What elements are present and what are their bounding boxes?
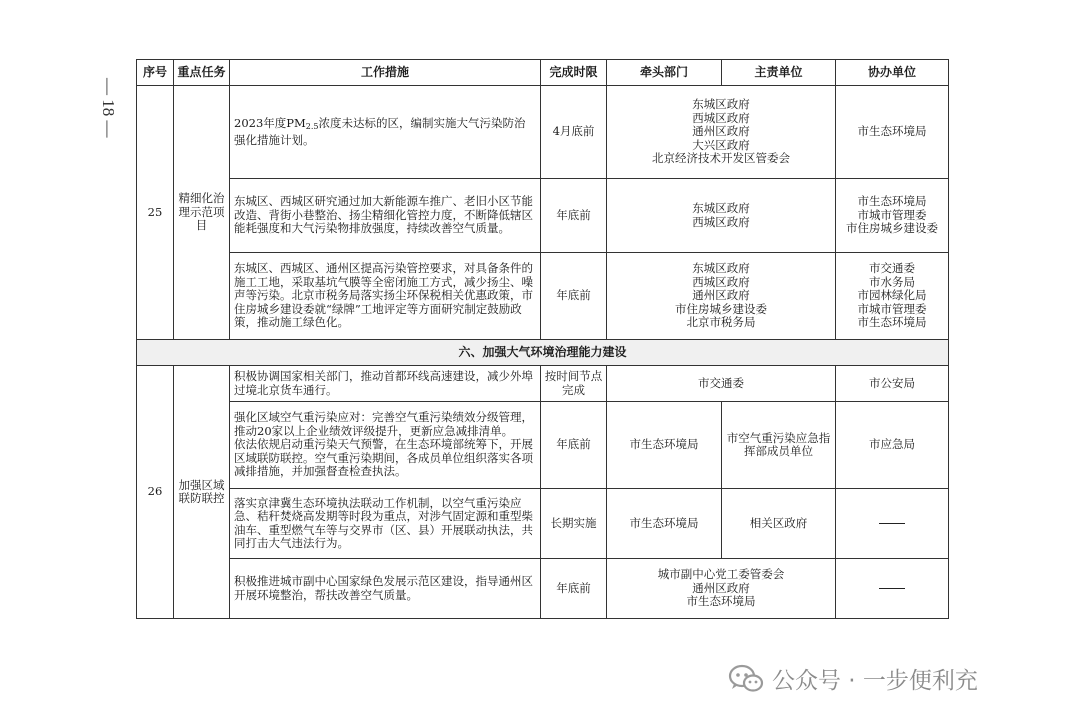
measure-cell: 积极协调国家相关部门，推动首都环线高速建设，减少外埠过境北京货车通行。 xyxy=(230,366,541,402)
lead-main-cell: 东城区政府 西城区政府 通州区政府 市住房城乡建设委 北京市税务局 xyxy=(607,253,836,340)
deadline-cell: 4月底前 xyxy=(541,86,607,179)
header-task: 重点任务 xyxy=(174,60,230,86)
lead-cell: 市生态环境局 xyxy=(607,402,722,489)
table-row xyxy=(137,489,949,559)
table-row xyxy=(137,402,949,489)
header-measure: 工作措施 xyxy=(230,60,541,86)
assist-cell: 市生态环境局 xyxy=(836,86,949,179)
header-lead: 牵头部门 xyxy=(607,60,722,86)
deadline-cell: 年底前 xyxy=(541,253,607,340)
lead-main-cell: 东城区政府 西城区政府 xyxy=(607,179,836,253)
deadline-cell: 按时间节点完成 xyxy=(541,366,607,402)
deadline-cell: 年底前 xyxy=(541,402,607,489)
header-seq: 序号 xyxy=(137,60,174,86)
measure-cell: 东城区、西城区研究通过加大新能源车推广、老旧小区节能改造、背街小巷整治、扬尘精细化管控力度，不断降低辖区能耗强度和大气污染物排放强度，持续改善空气质量。 xyxy=(230,179,541,253)
deadline-cell: 年底前 xyxy=(541,559,607,619)
measure-cell: 落实京津冀生态环境执法联动工作机制，以空气重污染应急、秸秆焚烧高发期等时段为重点，对涉气固定源和重型柴油车、重型燃气车等与交界市（区、县）开展联动执法，共同打击大气违法行为。 xyxy=(230,489,541,559)
table-header-row xyxy=(137,60,949,86)
measure-cell: 强化区域空气重污染应对：完善空气重污染绩效分级管理，推动20家以上企业绩效评级提升，更新应急减排清单。 依法依规启动重污染天气预警，在生态环境部统筹下，开展区域联防联控。空气重污染期间，各成员单位组织落实各项减排措施，并加强督查检查执法。 xyxy=(230,402,541,489)
table-row xyxy=(137,253,949,340)
lead-cell: 市生态环境局 xyxy=(607,489,722,559)
deadline-cell: 年底前 xyxy=(541,179,607,253)
section-row xyxy=(137,340,949,366)
row-seq: 25 xyxy=(137,86,174,340)
measure-cell: 2023年度$PM_{2.5}$浓度未达标的区，编制实施大气污染防治强化措施计划。 xyxy=(230,86,541,179)
lead-main-cell: 城市副中心党工委管委会 通州区政府 市生态环境局 xyxy=(607,559,836,619)
main-cell: 市空气重污染应急指挥部成员单位 xyxy=(722,402,836,489)
table-row xyxy=(137,179,949,253)
wechat-icon xyxy=(728,664,764,694)
table-row xyxy=(137,559,949,619)
header-main: 主责单位 xyxy=(722,60,836,86)
deadline-cell: 长期实施 xyxy=(541,489,607,559)
header-deadline: 完成时限 xyxy=(541,60,607,86)
measure-cell: 积极推进城市副中心国家绿色发展示范区建设，指导通州区开展环境整治，帮扶改善空气质量。 xyxy=(230,559,541,619)
lead-main-cell: 东城区政府 西城区政府 通州区政府 大兴区政府 北京经济技术开发区管委会 xyxy=(607,86,836,179)
row-task: 加强区域联防联控 xyxy=(174,366,230,619)
watermark xyxy=(728,662,978,695)
assist-cell xyxy=(836,559,949,619)
section-heading: 六、加强大气环境治理能力建设 xyxy=(137,340,949,366)
table-row xyxy=(137,86,949,179)
row-task: 精细化治理示范项目 xyxy=(174,86,230,340)
header-assist: 协办单位 xyxy=(836,60,949,86)
watermark-text: 公众号 · 一步便利充 xyxy=(772,668,978,694)
main-cell: 相关区政府 xyxy=(722,489,836,559)
table-row xyxy=(137,366,949,402)
empty-dash xyxy=(879,523,905,524)
assist-cell: 市交通委 市水务局 市园林绿化局 市城市管理委 市生态环境局 xyxy=(836,253,949,340)
row-seq: 26 xyxy=(137,366,174,619)
measure-cell: 东城区、西城区、通州区提高污染管控要求，对具备条件的施工工地，采取基坑气膜等全密闭施工方式，减少扬尘、噪声等污染。北京市税务局落实扬尘环保税相关优惠政策，市住房城乡建设委就“绿牌”工地评定等方面研究制定鼓励政策，推动施工绿色化。 xyxy=(230,253,541,340)
measures-table xyxy=(136,59,949,619)
empty-dash xyxy=(879,588,905,589)
assist-cell: 市应急局 xyxy=(836,402,949,489)
page-number: — 18 — xyxy=(99,78,118,138)
lead-main-cell: 市交通委 xyxy=(607,366,836,402)
assist-cell xyxy=(836,489,949,559)
assist-cell: 市公安局 xyxy=(836,366,949,402)
assist-cell: 市生态环境局 市城市管理委 市住房城乡建设委 xyxy=(836,179,949,253)
